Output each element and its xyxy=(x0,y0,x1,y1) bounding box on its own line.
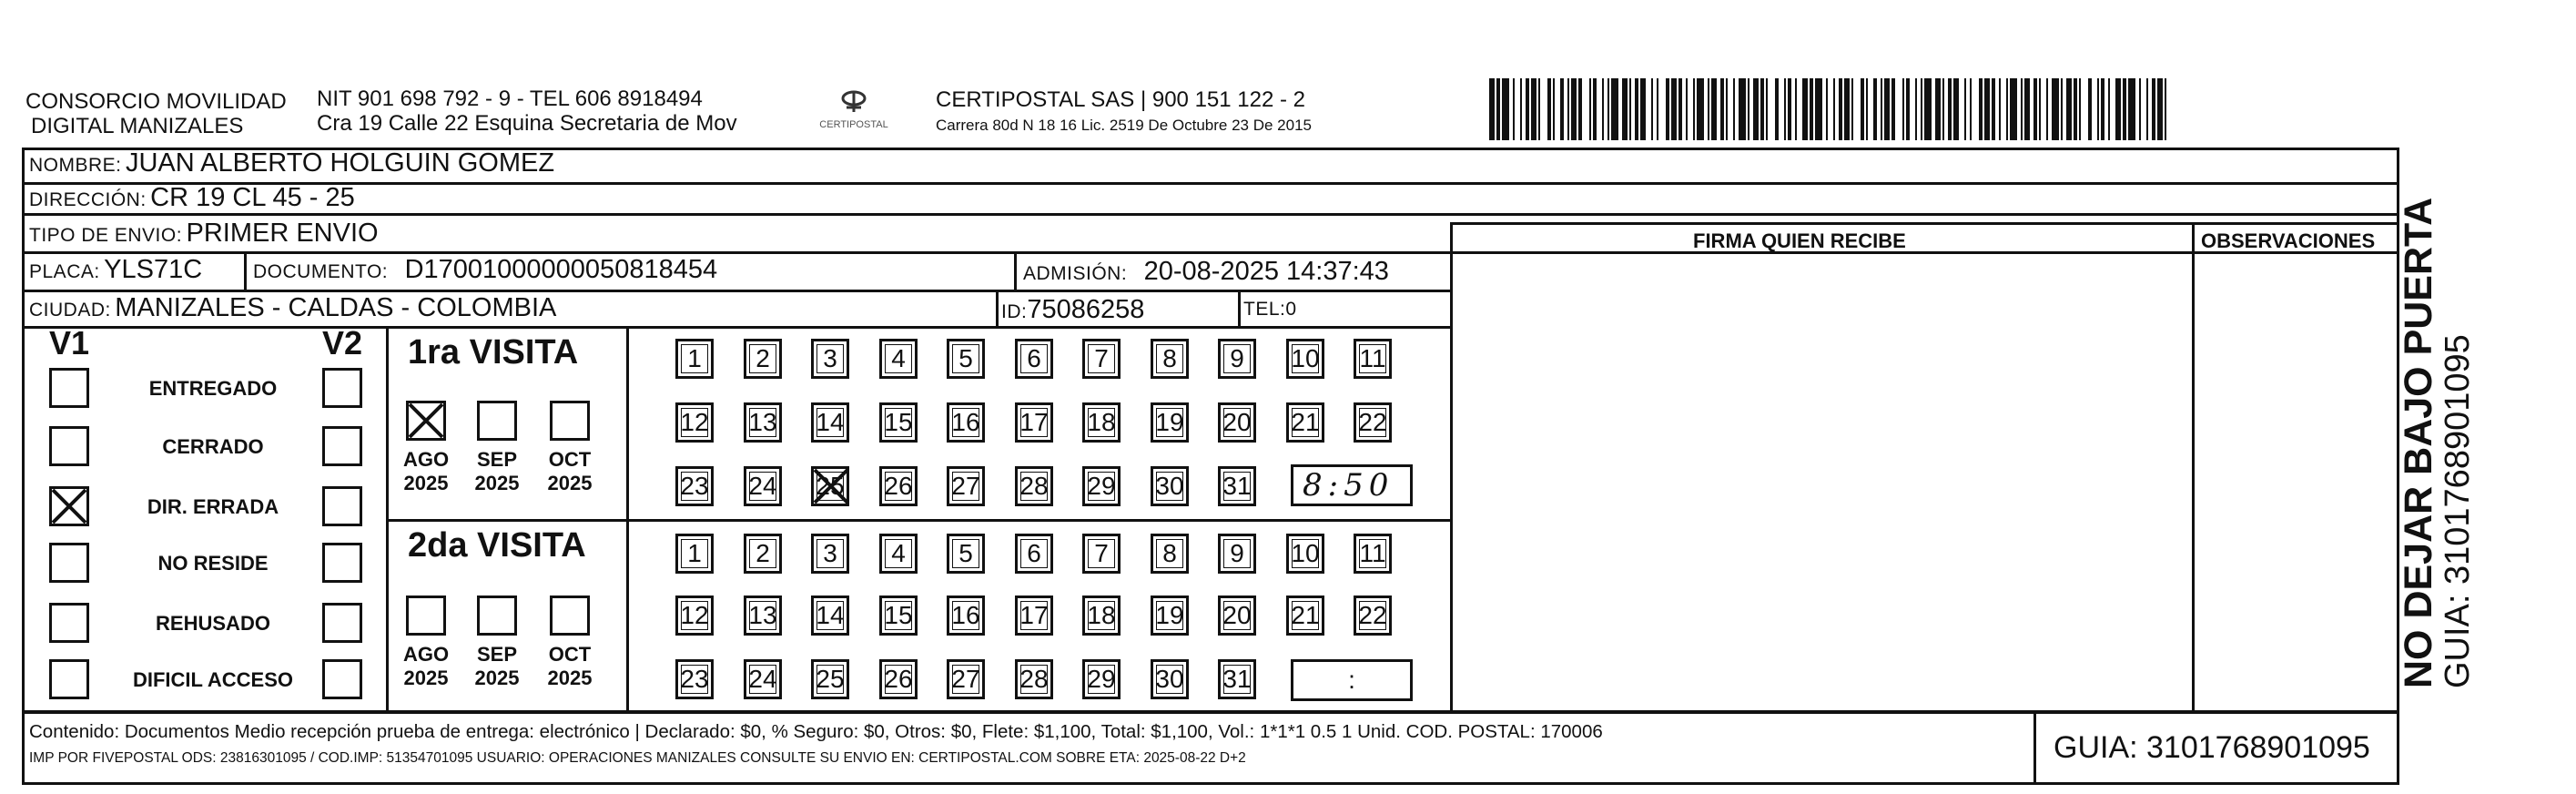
day-box[interactable]: 26 xyxy=(879,659,918,699)
direccion-row xyxy=(29,183,355,213)
month-year: 2025 xyxy=(474,667,520,689)
month-year: 2025 xyxy=(403,472,449,494)
company-contact xyxy=(317,87,737,136)
day-box[interactable]: 31 xyxy=(1218,659,1256,699)
barcode-bar xyxy=(1658,78,1666,140)
day-box[interactable]: 24 xyxy=(744,466,782,506)
day-box[interactable]: 11 xyxy=(1354,534,1392,574)
month-label xyxy=(470,448,524,495)
day-box[interactable]: 4 xyxy=(879,339,918,379)
barcode-bar xyxy=(1815,78,1822,140)
footer-imp: IMP POR FIVEPOSTAL ODS: 23816301095 / COD.IMP: 51354701095 USUARIO: OPERACIONES MANIZALES CONSULTE SU ENVIO EN: CERTIPOSTAL.COM SOBRE ETA: 2025-08-22 D+2 xyxy=(29,750,1246,766)
day-box[interactable]: 13 xyxy=(744,596,782,636)
day-box[interactable]: 16 xyxy=(947,402,985,443)
barcode-bar xyxy=(2081,78,2088,140)
day-box[interactable]: 18 xyxy=(1082,402,1121,443)
first-visit-time: 8:50 xyxy=(1303,467,1394,504)
tel-row xyxy=(1243,299,1297,321)
day-box[interactable]: 8 xyxy=(1151,534,1189,574)
day-box[interactable]: 30 xyxy=(1151,466,1189,506)
nombre-value: JUAN ALBERTO HOLGUIN GOMEZ xyxy=(125,148,555,178)
first-visit-time-box[interactable] xyxy=(1291,464,1413,506)
row-divider xyxy=(22,182,2399,185)
status-option-label: DIFICIL ACCESO xyxy=(132,668,293,691)
nombre-label: NOMBRE: xyxy=(29,155,122,176)
form-outer xyxy=(22,148,2399,714)
month-year: 2025 xyxy=(474,472,520,494)
day-box[interactable]: 15 xyxy=(879,596,918,636)
month-label xyxy=(399,448,453,495)
col-divider xyxy=(2192,222,2195,712)
status-option-label: DIR. ERRADA xyxy=(147,495,279,518)
day-box[interactable]: 18 xyxy=(1082,596,1121,636)
documento-label: DOCUMENTO: xyxy=(253,261,389,282)
second-visit-time: : xyxy=(1348,666,1355,694)
status-v2-checkbox[interactable] xyxy=(322,659,362,699)
barcode-bar xyxy=(1502,78,1509,140)
day-box[interactable]: 14 xyxy=(811,402,849,443)
second-visit-time-box[interactable] xyxy=(1291,659,1413,701)
second-visit-title: 2da VISITA xyxy=(408,526,586,565)
day-box[interactable]: 1 xyxy=(675,339,714,379)
month-checkbox[interactable] xyxy=(550,401,590,441)
month-name: OCT xyxy=(548,643,592,666)
ciudad-row xyxy=(29,293,556,323)
month-checkbox[interactable] xyxy=(477,596,517,636)
day-box[interactable]: 27 xyxy=(947,659,985,699)
day-box[interactable]: 25 xyxy=(811,659,849,699)
day-box[interactable]: 30 xyxy=(1151,659,1189,699)
barcode-bar xyxy=(1768,78,1775,140)
status-v1-checkbox[interactable] xyxy=(49,368,89,408)
tipo-row xyxy=(29,219,379,249)
barcode xyxy=(1489,78,2174,140)
day-box[interactable]: 14 xyxy=(811,596,849,636)
id-label: ID: xyxy=(1001,301,1028,322)
ciudad-label: CIUDAD: xyxy=(29,300,111,321)
day-box[interactable]: 17 xyxy=(1015,596,1053,636)
direccion-label: DIRECCIÓN: xyxy=(29,189,147,210)
day-box[interactable]: 23 xyxy=(675,659,714,699)
side-warning: NO DEJAR BAJO PUERTA xyxy=(2397,197,2440,688)
month-name: OCT xyxy=(548,448,592,471)
barcode-bar xyxy=(1739,78,1746,140)
day-box[interactable]: 2 xyxy=(744,534,782,574)
first-visit-title: 1ra VISITA xyxy=(408,333,579,372)
day-box[interactable]: 17 xyxy=(1015,402,1053,443)
day-box[interactable]: 20 xyxy=(1218,402,1256,443)
col-divider xyxy=(244,251,247,290)
col-divider xyxy=(1450,222,1453,712)
company-name xyxy=(25,89,287,138)
admision-label: ADMISIÓN: xyxy=(1023,263,1128,284)
status-v2-checkbox[interactable] xyxy=(322,368,362,408)
day-box[interactable]: 9 xyxy=(1218,339,1256,379)
barcode-bar xyxy=(1697,78,1704,140)
v2-label: V2 xyxy=(322,324,363,361)
v1-label: V1 xyxy=(49,324,90,361)
check-mark-icon xyxy=(49,486,89,526)
barcode-bar xyxy=(2166,78,2174,140)
documento-value: D17001000000050818454 xyxy=(404,255,718,284)
footer-contenido: Contenido: Documentos Medio recepción prueba de entrega: electrónico | Declarado: $0, % Seguro: $0, Otros: $0, Flete: $1,100, Total: $1,100, Vol.: 1*1*1 0.5 1 Unid. COD. POSTAL: 170006 xyxy=(29,721,1603,742)
month-label xyxy=(399,643,453,690)
row-divider xyxy=(22,213,2399,216)
tipo-value: PRIMER ENVIO xyxy=(186,219,379,248)
placa-label: PLACA: xyxy=(29,261,100,282)
ciudad-value: MANIZALES - CALDAS - COLOMBIA xyxy=(115,293,557,322)
day-box[interactable]: 25 xyxy=(811,466,849,506)
day-box[interactable]: 2 xyxy=(744,339,782,379)
month-checkbox[interactable] xyxy=(406,401,446,441)
day-box[interactable]: 10 xyxy=(1286,534,1324,574)
day-box[interactable]: 27 xyxy=(947,466,985,506)
day-box[interactable]: 16 xyxy=(947,596,985,636)
placa-row xyxy=(29,255,202,285)
status-v1-checkbox[interactable] xyxy=(49,426,89,466)
day-box[interactable]: 22 xyxy=(1354,596,1392,636)
barcode-bar xyxy=(1895,78,1902,140)
carrier-address: Carrera 80d N 18 16 Lic. 2519 De Octubre 23 De 2015 xyxy=(936,117,1312,134)
day-box[interactable]: 5 xyxy=(947,339,985,379)
day-box[interactable]: 5 xyxy=(947,534,985,574)
day-box[interactable]: 7 xyxy=(1082,339,1121,379)
barcode-bar xyxy=(1540,78,1547,140)
col-divider xyxy=(626,326,629,710)
day-box[interactable]: 6 xyxy=(1015,534,1053,574)
month-label xyxy=(470,643,524,690)
barcode-bar xyxy=(2052,78,2059,140)
check-mark-icon xyxy=(406,401,446,441)
row-divider xyxy=(386,519,1453,522)
company-line-2: DIGITAL MANIZALES xyxy=(31,114,244,138)
col-divider xyxy=(996,290,999,328)
status-option-label: NO RESIDE xyxy=(157,552,269,575)
col-divider xyxy=(386,326,389,710)
day-box[interactable]: 12 xyxy=(675,402,714,443)
day-box[interactable]: 8 xyxy=(1151,339,1189,379)
tel-label: TEL: xyxy=(1243,299,1286,320)
day-box[interactable]: 19 xyxy=(1151,596,1189,636)
day-box[interactable]: 21 xyxy=(1286,596,1324,636)
day-box[interactable]: 12 xyxy=(675,596,714,636)
status-v1-checkbox[interactable] xyxy=(49,659,89,699)
status-option-label: ENTREGADO xyxy=(148,377,278,400)
id-value: 75086258 xyxy=(1027,295,1145,324)
day-box[interactable]: 19 xyxy=(1151,402,1189,443)
month-name: SEP xyxy=(476,643,518,666)
status-v1-checkbox[interactable] xyxy=(49,603,89,643)
month-label xyxy=(543,643,597,690)
day-box[interactable]: 23 xyxy=(675,466,714,506)
logo-icon xyxy=(836,89,872,115)
day-box[interactable]: 31 xyxy=(1218,466,1256,506)
row-divider xyxy=(1450,222,2399,225)
documento-row xyxy=(253,255,717,285)
row-divider xyxy=(22,251,2399,254)
day-box[interactable]: 13 xyxy=(744,402,782,443)
month-checkbox[interactable] xyxy=(550,596,590,636)
footer-guia: GUIA: 3101768901095 xyxy=(2054,730,2370,765)
carrier-info xyxy=(936,87,1312,135)
status-option-label: CERRADO xyxy=(162,435,264,458)
day-box[interactable]: 29 xyxy=(1082,466,1121,506)
barcode-bar xyxy=(1924,78,1932,140)
side-guia: GUIA: 3101768901095 xyxy=(2439,334,2477,688)
barcode-bar xyxy=(2128,78,2135,140)
month-checkbox[interactable] xyxy=(477,401,517,441)
admision-row xyxy=(1023,257,1389,287)
check-mark-icon xyxy=(811,466,851,506)
status-v2-checkbox[interactable] xyxy=(322,543,362,583)
day-box[interactable]: 29 xyxy=(1082,659,1121,699)
barcode-bar xyxy=(1611,78,1618,140)
col-divider xyxy=(1238,290,1241,328)
tel-value: 0 xyxy=(1285,299,1297,320)
id-row xyxy=(1001,295,1144,325)
status-option-label: REHUSADO xyxy=(156,612,270,635)
barcode-bar xyxy=(2010,78,2017,140)
company-line-1: CONSORCIO MOVILIDAD xyxy=(25,89,287,114)
day-box[interactable]: 26 xyxy=(879,466,918,506)
day-box[interactable]: 20 xyxy=(1218,596,1256,636)
logo-caption: CERTIPOSTAL xyxy=(819,119,888,130)
day-box[interactable]: 3 xyxy=(811,339,849,379)
month-name: AGO xyxy=(402,448,450,471)
month-year: 2025 xyxy=(403,667,449,689)
day-box[interactable]: 11 xyxy=(1354,339,1392,379)
nit-text: NIT 901 698 792 - 9 - TEL 606 8918494 xyxy=(317,87,703,111)
day-box[interactable]: 15 xyxy=(879,402,918,443)
day-box[interactable]: 10 xyxy=(1286,339,1324,379)
address-text: Cra 19 Calle 22 Esquina Secretaria de Mov xyxy=(317,111,737,136)
day-box[interactable]: 1 xyxy=(675,534,714,574)
status-v1-checkbox[interactable] xyxy=(49,486,89,526)
month-label xyxy=(543,448,597,495)
direccion-value: CR 19 CL 45 - 25 xyxy=(150,183,355,212)
day-box[interactable]: 28 xyxy=(1015,659,1053,699)
month-name: AGO xyxy=(402,643,450,666)
firma-label: FIRMA QUIEN RECIBE xyxy=(1693,229,1906,252)
day-box[interactable]: 22 xyxy=(1354,402,1392,443)
day-box[interactable]: 21 xyxy=(1286,402,1324,443)
carrier-name: CERTIPOSTAL SAS | 900 151 122 - 2 xyxy=(936,87,1305,112)
day-box[interactable]: 6 xyxy=(1015,339,1053,379)
status-v2-checkbox[interactable] xyxy=(322,603,362,643)
tipo-label: TIPO DE ENVIO: xyxy=(29,225,183,246)
day-box[interactable]: 9 xyxy=(1218,534,1256,574)
month-year: 2025 xyxy=(547,667,593,689)
admision-value: 20-08-2025 14:37:43 xyxy=(1143,257,1389,286)
day-box[interactable]: 4 xyxy=(879,534,918,574)
month-year: 2025 xyxy=(547,472,593,494)
barcode-bar xyxy=(1972,78,1979,140)
status-v1-checkbox[interactable] xyxy=(49,543,89,583)
month-checkbox[interactable] xyxy=(406,596,446,636)
col-divider xyxy=(1014,251,1017,290)
status-v2-checkbox[interactable] xyxy=(322,486,362,526)
certipostal-logo xyxy=(808,89,899,130)
day-box[interactable]: 7 xyxy=(1082,534,1121,574)
observaciones-label: OBSERVACIONES xyxy=(2201,229,2376,252)
status-v2-checkbox[interactable] xyxy=(322,426,362,466)
month-name: SEP xyxy=(476,448,518,471)
day-box[interactable]: 3 xyxy=(811,534,849,574)
side-text xyxy=(2398,198,2476,688)
nombre-row xyxy=(29,148,554,178)
barcode-bar xyxy=(1853,78,1861,140)
barcode-bar xyxy=(1582,78,1589,140)
placa-value: YLS71C xyxy=(104,255,203,284)
day-box[interactable]: 24 xyxy=(744,659,782,699)
day-box[interactable]: 28 xyxy=(1015,466,1053,506)
